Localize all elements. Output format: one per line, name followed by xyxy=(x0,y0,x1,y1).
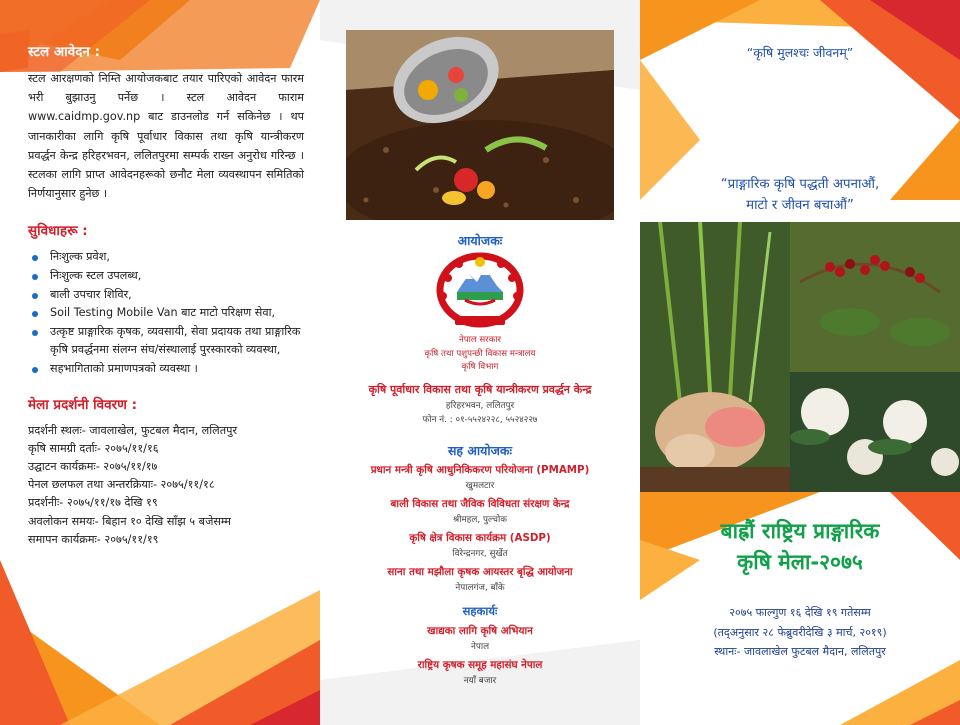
details-list xyxy=(28,422,304,549)
motto: “कृषि मुलश्चः जीवनम्” xyxy=(746,45,854,60)
detail-row: समापन कार्यक्रमः- २०७५/११/१९ xyxy=(28,532,159,546)
center-panel xyxy=(320,0,640,725)
fair-title-line-2: कृषि मेला-२०७५ xyxy=(737,550,863,574)
crops-image xyxy=(640,222,960,492)
bullet-icon xyxy=(32,367,38,373)
co-organizer-label: सह आयोजकः xyxy=(447,443,513,458)
collaborator-item xyxy=(320,658,640,686)
collaborator-place: नेपाल xyxy=(470,642,490,652)
slogan-line-2: माटो र जीवन बचाऔं” xyxy=(746,198,854,213)
co-organizer-item xyxy=(320,565,640,593)
nepal-emblem-icon xyxy=(435,252,525,332)
detail-row: अवलोकन समयः- बिहान १० देखि साँझ ५ बजेसम्म xyxy=(28,514,231,528)
list-item: निःशुल्क प्रवेश, xyxy=(28,248,304,267)
bullet-icon xyxy=(32,330,38,336)
list-item: उत्कृष्ट प्राङ्गारिक कृषक, व्यवसायी, सेवा प्रदायक तथा प्राङ्गारिक कृषि प्रवर्द्धनमा संलग्न संघ/संस्थालाई पुरस्कारको व्यवस्था, xyxy=(28,323,304,360)
collaborator-label: सहकार्यः xyxy=(462,604,498,618)
organizer-phone: फोन नं. : ०१-५५२४२२८, ५५२४२२७ xyxy=(422,415,538,425)
co-organizer-name: साना तथा मझौला कृषक आयस्तर बृद्धि आयोजना xyxy=(387,566,573,578)
co-organizer-place: श्रीमहल, पुल्चोक xyxy=(452,515,507,525)
detail-row: कृषि सामग्री दर्ताः- २०७५/११/१६ xyxy=(28,441,159,455)
organizer-name: कृषि पूर्वाधार विकास तथा कृषि यान्त्रीकरण प्रवर्द्धन केन्द्र xyxy=(368,383,592,396)
collaborator-place: नयाँ बजार xyxy=(463,676,497,686)
bullet-icon xyxy=(32,293,38,299)
bullet-icon xyxy=(32,311,38,317)
bullet-icon xyxy=(32,255,38,261)
compost-image xyxy=(346,30,614,220)
co-organizer-list xyxy=(320,463,640,593)
list-item: निःशुल्क स्टल उपलब्ध, xyxy=(28,267,304,286)
co-organizer-item xyxy=(320,497,640,525)
organizer-label: आयोजकः xyxy=(457,233,503,248)
co-organizer-name: प्रधान मन्त्री कृषि आधुनिकिकरण परियोजना (PMAMP) xyxy=(370,464,590,476)
co-organizer-name: कृषि क्षेत्र विकास कार्यक्रम (ASDP) xyxy=(409,532,551,544)
gov-line-1: नेपाल सरकार xyxy=(458,335,502,345)
left-panel xyxy=(0,0,320,725)
crops-photo xyxy=(640,222,960,492)
facilities-list xyxy=(28,248,304,378)
gov-line-3: कृषि विभाग xyxy=(461,362,499,373)
list-item: बाली उपचार शिविर, xyxy=(28,286,304,305)
co-organizer-item xyxy=(320,531,640,559)
fair-dates xyxy=(640,603,960,662)
detail-row: प्रदर्शनीः- २०७५/११/१७ देखि १९ xyxy=(28,496,158,510)
panel1-content xyxy=(28,42,304,549)
right-panel xyxy=(640,0,960,725)
co-organizer-place: खुमलटार xyxy=(465,481,495,491)
co-organizer-place: नेपालगंज, बाँके xyxy=(455,583,505,593)
stall-title: स्टल आवेदन : xyxy=(28,44,100,60)
gov-line-2: कृषि तथा पशुपन्छी विकास मन्त्रालय xyxy=(424,348,536,359)
details-title: मेला प्रदर्शनी विवरण : xyxy=(28,396,138,413)
venue-line: स्थानः- जावलाखेल फुटबल मैदान, ललितपुर xyxy=(714,645,886,658)
detail-row: प्रदर्शनी स्थलः- जावलाखेल, फुटबल मैदान, ललितपुर xyxy=(28,423,238,437)
list-item: Soil Testing Mobile Van बाट माटो परिक्षण सेवा, xyxy=(28,304,304,323)
collaborator-name: खाद्यका लागि कृषि अभियान xyxy=(427,625,533,637)
slogan xyxy=(670,174,930,216)
stall-text: स्टल आरक्षणको निम्ति आयोजकबाट तयार पारिएको आवेदन फारम भरी बुझाउनु पर्नेछ । स्टल आवेदन फाराम www.caidmp.gov.np बाट डाउनलोड गर्न सकिनेछ । थप जानकारीका लागि कृषि पूर्वाधार विकास तथा कृषि यान्त्रीकरण प्रवर्द्धन केन्द्र हरिहरभवन, ललितपुरमा सम्पर्क राख्न अनुरोध गरिन्छ । स्टलका लागि प्राप्त आवेदनहरूको छनौट मेला व्यवस्थापन समितिको निर्णयानुसार हुनेछ । xyxy=(28,72,304,201)
compost-photo xyxy=(346,30,614,220)
detail-row: उद्घाटन कार्यक्रमः- २०७५/११/१७ xyxy=(28,459,158,473)
list-item: सहभागिताको प्रमाणपत्रको व्यवस्था । xyxy=(28,360,304,379)
detail-row: पेनल छलफल तथा अन्तरक्रियाः- २०७५/११/१८ xyxy=(28,478,215,492)
co-organizer-item xyxy=(320,463,640,491)
nepal-emblem-wrap xyxy=(320,252,640,336)
fair-title-line-1: बाह्रौं राष्ट्रिय प्राङ्गारिक xyxy=(720,519,880,543)
fair-title xyxy=(640,516,960,578)
date-line-1: २०७५ फाल्गुण १६ देखि १९ गतेसम्म xyxy=(729,606,871,619)
co-organizer-name: बाली विकास तथा जैविक विविधता संरक्षण केन्द्र xyxy=(390,498,570,510)
slogan-line-1: “प्राङ्गारिक कृषि पद्धती अपनाऔं, xyxy=(720,177,880,192)
facilities-title: सुविधाहरू : xyxy=(28,223,88,240)
collaborator-item xyxy=(320,624,640,652)
collaborator-list xyxy=(320,624,640,686)
co-organizer-place: विरेन्द्रनगर, सुर्खेत xyxy=(452,549,508,559)
organizer-address: हरिहरभवन, ललितपुर xyxy=(445,401,515,411)
bullet-icon xyxy=(32,274,38,280)
date-line-2: (तद्अनुसार २८ फेब्रुवरीदेखि ३ मार्च, २०१९) xyxy=(713,625,887,639)
collaborator-name: राष्ट्रिय कृषक समूह महासंघ नेपाल xyxy=(417,659,543,671)
